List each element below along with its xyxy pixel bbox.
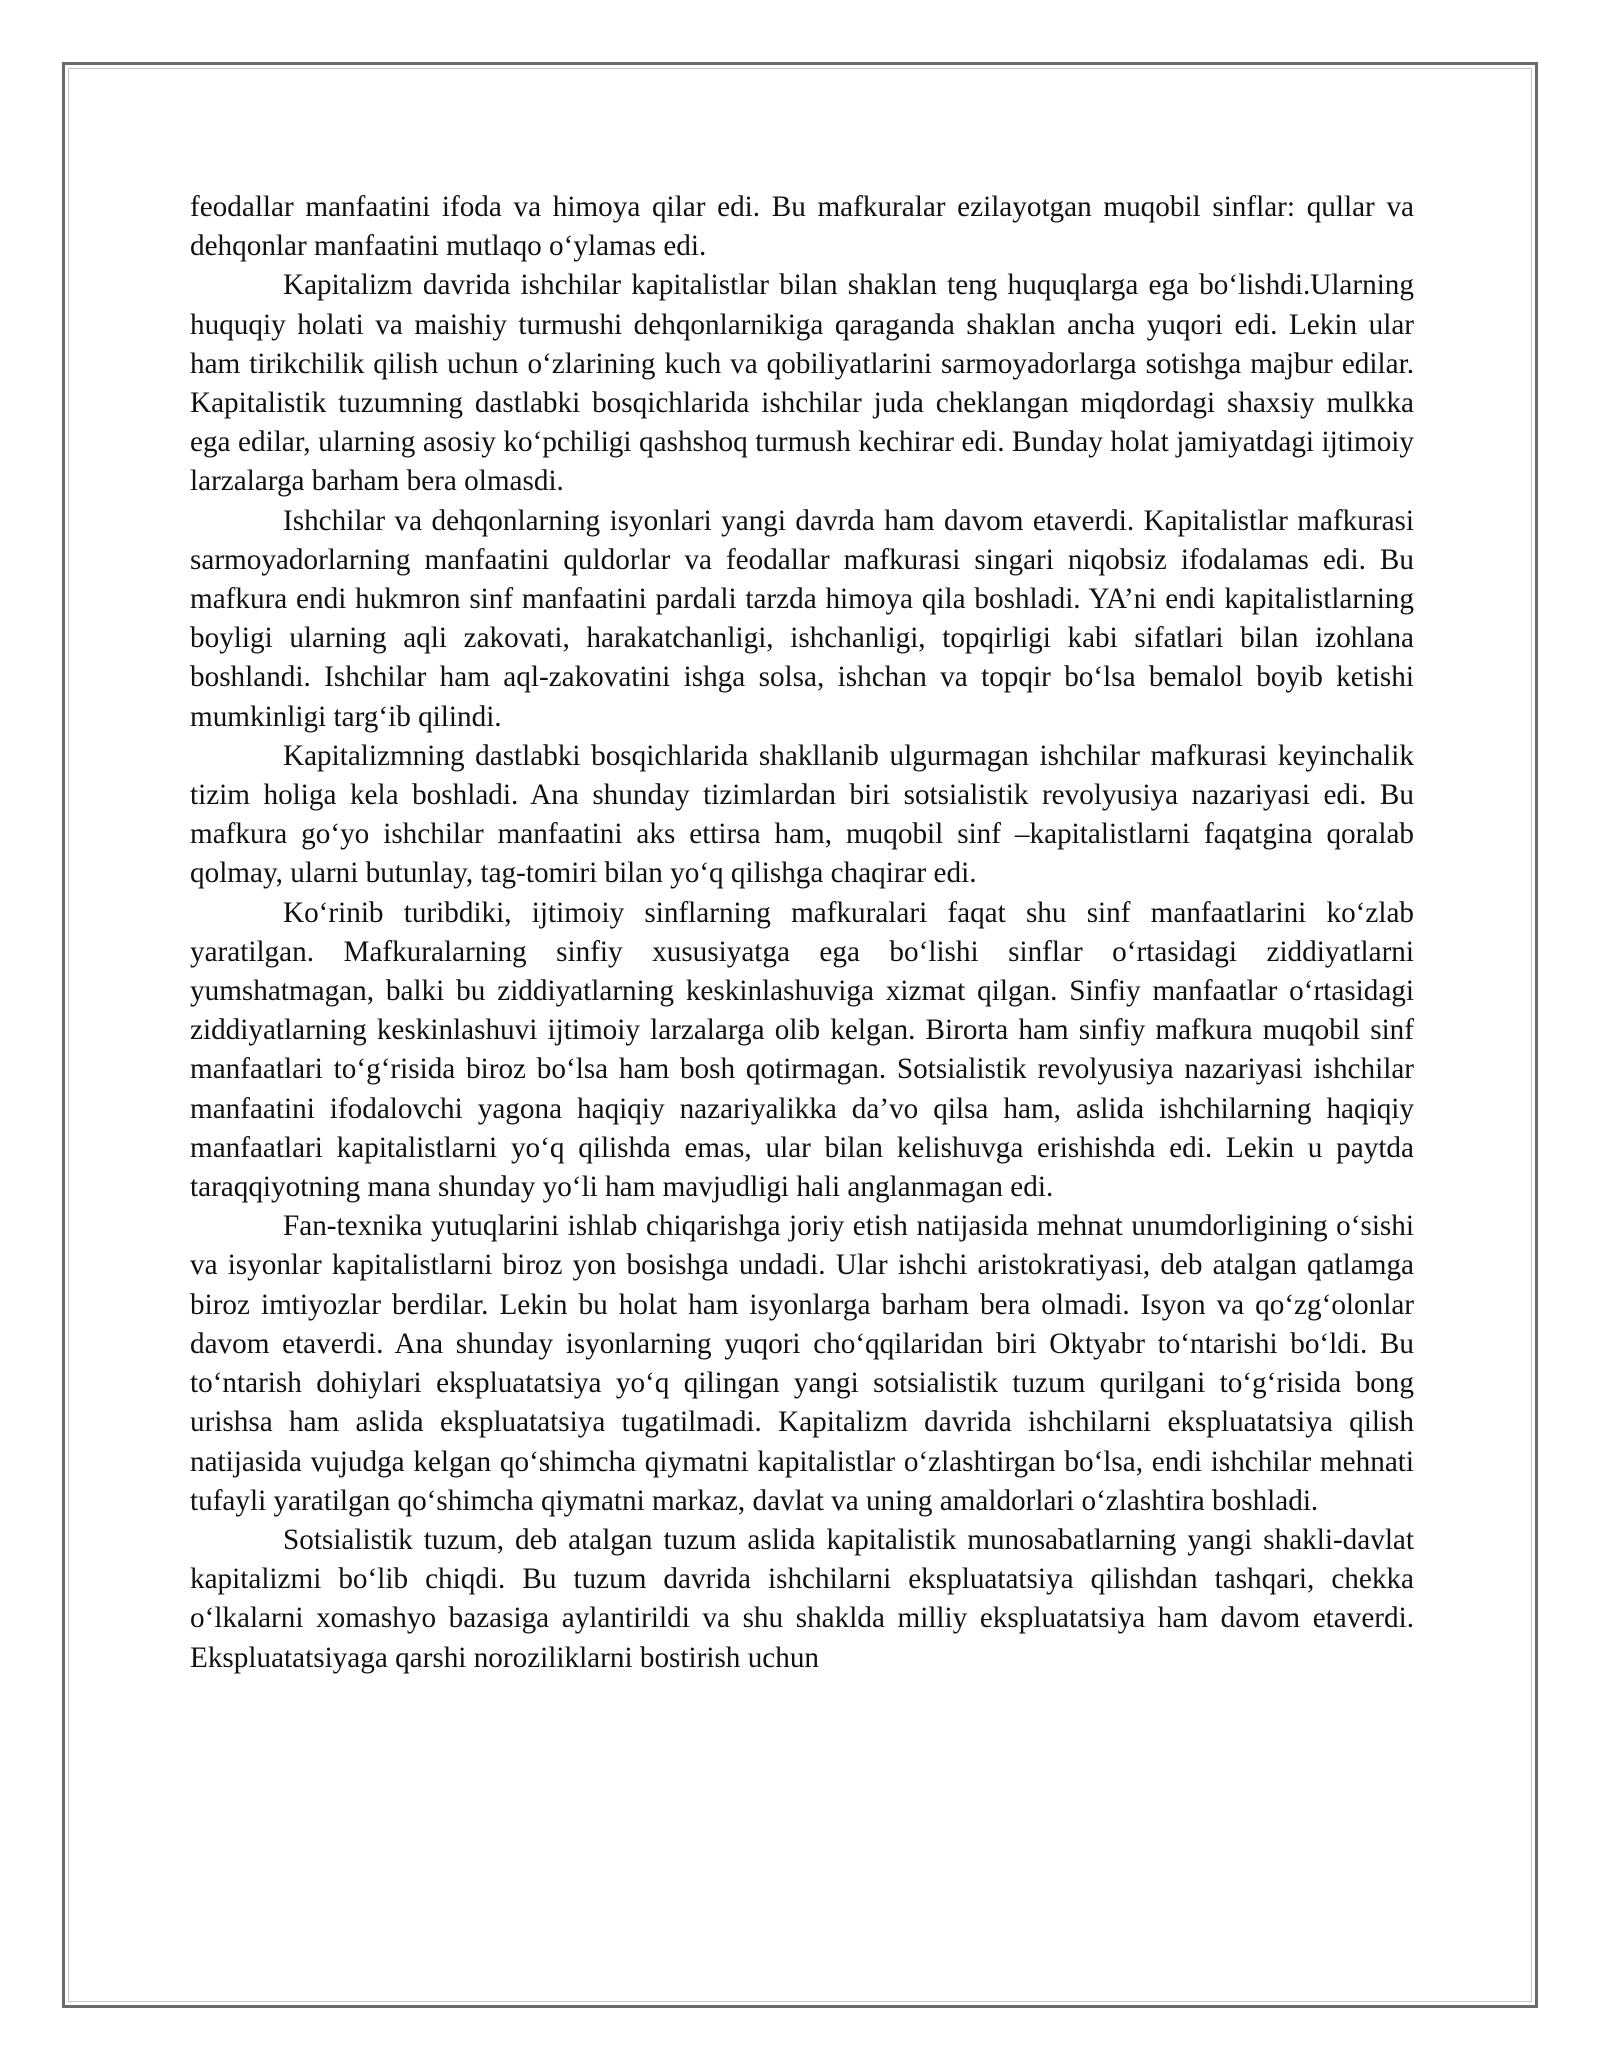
paragraph-uprisings-ideology: Ishchilar va dehqonlarning isyonlari yangi davrda ham davom etaverdi. Kapitalistlar mafkurasi sarmoyadorlarning manfaatini quldorlar va feodallar mafkurasi singari niqobsiz ifodalamas edi. Bu mafkura endi hukmron sinf manfaatini pardali tarzda himoya qila boshladi. YA’ni endi kapitalistlarning boyligi ularning aqli zakovati, harakatchanligi, ishchanligi, topqirligi kabi sifatlari bilan izohlana boshlandi. Ishchilar ham aql-zakovatini ishga solsa, ishchan va topqir boʻlsa bemalol boyib ketishi mumkinligi targʻib qilindi. bbox=[190, 504, 1414, 733]
paragraph-workers-ideology: Kapitalizmning dastlabki bosqichlarida shakllanib ulgurmagan ishchilar mafkurasi keyinchalik tizim holiga kela boshladi. Ana shunday tizimlardan biri sotsialistik revolyusiya nazariyasi edi. Bu mafkura goʻyo ishchilar manfaatini aks ettirsa ham, muqobil sinf –kapitalistlarni faqatgina qoralab qolmay, ularni butunlay, tag-tomiri bilan yoʻq qilishga chaqirar edi. bbox=[190, 739, 1414, 890]
paragraph-continuation: feodallar manfaatini ifoda va himoya qilar edi. Bu mafkuralar ezilayotgan muqobil sinflar: qullar va dehqonlar manfaatini mutlaqo oʻylamas edi. bbox=[190, 191, 1414, 263]
document-body bbox=[190, 188, 1414, 1678]
paragraph-science-technology: Fan-texnika yutuqlarini ishlab chiqarishga joriy etish natijasida mehnat unumdorligining oʻsishi va isyonlar kapitalistlarni biroz yon bosishga undadi. Ular ishchi aristokratiyasi, deb atalgan qatlamga biroz imtiyozlar berdilar. Lekin bu holat ham isyonlarga barham bera olmadi. Isyon va qoʻzgʻolonlar davom etaverdi. Ana shunday isyonlarning yuqori choʻqqilaridan biri Oktyabr toʻntarishi boʻldi. Bu toʻntarish dohiylari ekspluatatsiya yoʻq qilingan yangi sotsialistik tuzum qurilgani toʻgʻrisida bong urishsa ham aslida ekspluatatsiya tugatilmadi. Kapitalizm davrida ishchilarni ekspluatatsiya qilish natijasida vujudga kelgan qoʻshimcha qiymatni kapitalistlar oʻzlashtirgan boʻlsa, endi ishchilar mehnati tufayli yaratilgan qoʻshimcha qiymatni markaz, davlat va uning amaldorlari oʻzlashtira boshladi. bbox=[190, 1210, 1414, 1517]
paragraph-capitalism-workers-rights: Kapitalizm davrida ishchilar kapitalistlar bilan shaklan teng huquqlarga ega boʻlishdi.Ularning huquqiy holati va maishiy turmushi dehqonlarnikiga qaraganda shaklan ancha yuqori edi. Lekin ular ham tirikchilik qilish uchun oʻzlarining kuch va qobiliyatlarini sarmoyadorlarga sotishga majbur edilar. Kapitalistik tuzumning dastlabki bosqichlarida ishchilar juda cheklangan miqdordagi shaxsiy mulkka ega edilar, ularning asosiy koʻpchiligi qashshoq turmush kechirar edi. Bunday holat jamiyatdagi ijtimoiy larzalarga barham bera olmasdi. bbox=[190, 269, 1414, 498]
paragraph-class-ideologies: Koʻrinib turibdiki, ijtimoiy sinflarning mafkuralari faqat shu sinf manfaatlarini koʻzlab yaratilgan. Mafkuralarning sinfiy xususiyatga ega boʻlishi sinflar oʻrtasidagi ziddiyatlarni yumshatmagan, balki bu ziddiyatlarning keskinlashuviga xizmat qilgan. Sinfiy manfaatlar oʻrtasidagi ziddiyatlarning keskinlashuvi ijtimoiy larzalarga olib kelgan. Birorta ham sinfiy mafkura muqobil sinf manfaatlari toʻgʻrisida biroz boʻlsa ham bosh qotirmagan. Sotsialistik revolyusiya nazariyasi ishchilar manfaatini ifodalovchi yagona haqiqiy nazariyalikka da’vo qilsa ham, aslida ishchilarning haqiqiy manfaatlari kapitalistlarni yoʻq qilishda emas, ular bilan kelishuvga erishishda edi. Lekin u paytda taraqqiyotning mana shunday yoʻli ham mavjudligi hali anglanmagan edi. bbox=[190, 896, 1414, 1204]
paragraph-socialist-system: Sotsialistik tuzum, deb atalgan tuzum aslida kapitalistik munosabatlarning yangi shakli-davlat kapitalizmi boʻlib chiqdi. Bu tuzum davrida ishchilarni ekspluatatsiya qilishdan tashqari, chekka oʻlkalarni xomashyo bazasiga aylantirildi va shu shaklda milliy ekspluatatsiya ham davom etaverdi. Ekspluatatsiyaga qarshi noroziliklarni bostirish uchun bbox=[190, 1523, 1414, 1674]
